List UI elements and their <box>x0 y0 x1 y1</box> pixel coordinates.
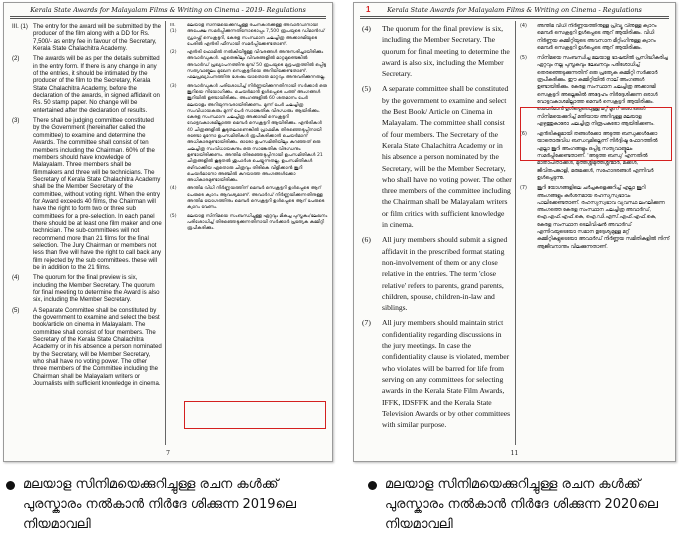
column-divider <box>165 21 166 445</box>
clause-number: (2) <box>170 50 177 56</box>
clause-number: III. (1) <box>12 23 28 30</box>
clause <box>12 307 162 388</box>
clause-text: The entry for the award will be submitted by the producer of the film along with a DD for Rs. 7,500/- as entry fee in favour of the Secretary, Kerala State Chalachitra Academy. <box>33 23 162 53</box>
clause-text: മലയാള സിനിമയെക്കുറിച്ചുള്ള രചനകൾക്കുള്ള അവാർഡിനായി അപേക്ഷ സമർപ്പിക്കുന്നതിനോടൊപ്പം 7,500 രൂപയുടെ ഡിമാൻഡ് ഡ്രാഫ്റ്റ് സെക്രട്ടറി, കേരള സംസ്ഥാന ചലച്ചിത്ര അക്കാദമിയുടെ പേരിൽ എൻട്രി ഫീസായി സമർപ്പിക്കേണ്ടതാണ്. <box>187 23 325 47</box>
clause <box>362 234 512 313</box>
caption-text: മലയാള സിനിമയെക്കുറിച്ചുള്ള രചന കൾക്ക് പുരസ്കാരം നൽകാൻ നിർദേ ശിക്കുന്ന 2019ലെ നിയമാവലി <box>23 477 296 532</box>
clause <box>170 214 328 233</box>
clause-number: III. (1) <box>170 23 177 35</box>
clause-number: (5) <box>362 84 371 94</box>
clause-number: (7) <box>520 185 527 192</box>
clause-number: (4) <box>362 24 371 33</box>
malayalam-column <box>170 23 328 445</box>
clause <box>12 55 162 114</box>
clause-number: (3) <box>170 83 177 89</box>
clause-number: (4) <box>520 23 527 29</box>
clause <box>520 23 670 52</box>
clause-number: (6) <box>520 131 527 138</box>
english-column <box>12 23 162 445</box>
clause <box>362 83 512 230</box>
page-number: 7 <box>166 450 170 457</box>
clause-text: A Separate Committee shall be constituted by the government to examine and select the best book/article on cinema in Malayalam. The committee shall consist of four members. The Secretary of the Kerala State Chalachitra Academy or in his absence a person nominated by the Secretary, will be Member Secretary, who shall have no voting power. The other three members of the Committee including the Chairman shall be Malayalam writers or Journalists with sufficient knowledge in cinema. <box>33 306 162 388</box>
clause-number: (4) <box>12 274 20 282</box>
header-rule <box>10 18 326 19</box>
bullet-icon <box>368 481 377 490</box>
clause <box>362 23 512 79</box>
clause <box>170 84 328 185</box>
malayalam-column <box>520 23 670 445</box>
clause-text: All jury members should maintain strict confidentiality regarding discussions in the jury meetings. In case the confidentiality clause is violated, member who violates will be barred for life from serving on any committees for selecting awards in the Kerala State Film Awards, IFFK, IDSFFK and the Kerala State Television Awards or by other committees with similar purpose. <box>382 318 511 430</box>
clause-text: അന്തിമ വിധി നിർണ്ണയത്തിനുള്ള പ്രിവ്യൂ വിനുള്ള ക്വാറം മെമ്പർ സെക്രട്ടറി ഉൾപ്പെടെ ആറ് ആയിരിക്കും. വിധി നിർണ്ണയ കമ്മിറ്റിയുടെ അവസാന മീറ്റിംഗിനുള്ള ക്വാറം മെമ്പർ സെക്രട്ടറി ഉൾപ്പെടെ ആറ് ആയിരിക്കും. <box>537 23 657 51</box>
clause <box>170 186 328 211</box>
clause <box>12 117 162 271</box>
clause-text: The awards will be as per the details submitted in the entry form. If there is any change in any of the entries, it should be intimated by the producer of the film to the Secretary, Kerala State Chalachitra Academy, before the declaration of the awards, in signed affidavit on Rs. 50 stamp paper. No change will be entertained after the declaration of results. <box>33 55 160 114</box>
clause <box>170 23 328 48</box>
regulations-page-2020 <box>353 2 676 462</box>
clause <box>520 185 670 251</box>
page-header: Kerala State Awards for Malayalam Films & Writing on Cinema - 2019- Regulations <box>10 6 326 17</box>
clause-number: (6) <box>362 235 371 245</box>
clause <box>12 23 162 52</box>
clause-text: The quorum for the final preview is six, including the Member Secretary. The quorum for final meeting to determine the Award is also six, including the Member Secretary. <box>33 274 160 304</box>
clause-text: അന്തിമ വിധി നിർണ്ണയത്തിന് മെമ്പർ സെക്രട്ടറി ഉൾപ്പെടെ ആറ് പേരുടെ ക്വാറം ആവശ്യമാണ്. അവാർഡ് നിർണ്ണയിക്കുന്നതിനുള്ള അന്തിമ യോഗത്തിനും മെമ്പർ സെക്രട്ടറി ഉൾപ്പെടെ ആറ് പേരുടെ ക്വാറം വേണം. <box>187 186 325 211</box>
clause-text: All jury members should submit a signed affidavit in the prescribed format stating non-involvement of them or any close relative in the entries. The term 'close relative' refers to parents, grand parents, children, spouse, children-in-law and siblings. <box>382 235 508 313</box>
clause-number: (5) <box>12 306 20 314</box>
clause-text: സിനിമയെ സംബന്ധിച്ച മലയാള ഭാഷയിൽ പ്രസിദ്ധീകരിച്ച ഏറ്റവും നല്ല പുസ്തകവും ലേഖനവും പരിശോധിച്ച് തെരഞ്ഞെടുക്കുന്നതിന് ഒരു പ്രത്യേക കമ്മിറ്റി സർക്കാർ രൂപീകരിക്കും. ഈ കമ്മിറ്റിയിൽ നാല് അംഗങ്ങൾ ഉണ്ടായിരിക്കും. കേരള സംസ്ഥാന ചലച്ചിത്ര അക്കാദമി സെക്രട്ടറി അല്ലെങ്കിൽ അദ്ദേഹം നിർദ്ദേശിക്കുന്ന ഒരാൾ വോട്ടവകാശമില്ലാത്ത മെമ്പർ സെക്രട്ടറി ആയിരിക്കും. ചെയർമാൻ ഉൾപ്പെടെയുള്ള മറ്റ് മൂന്ന് അംഗങ്ങൾ സിനിമയെക്കുറിച്ച് മതിയായ അറിവുള്ള മലയാള എഴുത്തുകാരോ ചലച്ചിത്ര നിരൂപകരോ ആയിരിക്കണം. <box>537 55 668 127</box>
clause-text: മലയാള സിനിമയെ സംബന്ധിച്ചുള്ള ഏറ്റവും മികച്ച പുസ്തകം/ലേഖനം പരിശോധിച്ച് തിരഞ്ഞെടുക്കുന്നതിനായി സർക്കാർ പ്രത്യേക കമ്മിറ്റി രൂപീകരിക്കും. <box>187 213 328 232</box>
page-number: 11 <box>510 450 519 457</box>
clause-number: (2) <box>12 55 20 63</box>
clause-text: The quorum for the final preview is six, including the Member Secretary. The quorum for final meeting to determine the award is also six, including the Member Secretary. <box>382 24 510 79</box>
caption-2019 <box>6 475 336 535</box>
clause-text: എൻട്രി ഫോമിൽ നൽകിയിട്ടുള്ള വിവരങ്ങൾ അനുസരിച്ചായിരിക്കും അവാർഡുകൾ. ഏതെങ്കിലും വിവരങ്ങളിൽ മാറ്റമുണ്ടെങ്കിൽ അവാർഡ് പ്രഖ്യാപനത്തിനു മുമ്പ് 50 രൂപയുടെ മുദ്രപത്രത്തിൽ ഒപ്പിട്ട സത്യവാങ്മൂലം മുഖേന സെക്രട്ടറിയെ അറിയിക്കേണ്ടതാണ്. ഫലപ്രഖ്യാപനത്തിനു ശേഷം യാതൊരു മാറ്റവും അനുവദിക്കുന്നതല്ല. <box>187 50 327 81</box>
clause-text: ജൂറി യോഗങ്ങളിലെ ചർച്ചകളെക്കുറിച്ച് എല്ലാ ജൂറി അംഗങ്ങളും കർശനമായ രഹസ്യസ്വഭാവം പാലിക്കേണ്ടതാണ്. രഹസ്യസ്വഭാവ വ്യവസ്ഥ ലംഘിക്കുന്ന അംഗത്തെ കേരള സംസ്ഥാന ചലച്ചിത്ര അവാർഡ്, ഐ.എഫ്.എഫ്.കെ, ഐ.ഡി.എസ്.എഫ്.എഫ്.കെ, കേരള സംസ്ഥാന ടെലിവിഷൻ അവാർഡ് എന്നിവയുടെയോ സമാന ഉദ്ദേശ്യമുള്ള മറ്റ് കമ്മിറ്റികളുടെയോ അവാർഡ് നിർണ്ണയ സമിതികളിൽ നിന്ന് ആജീവനാന്തം വിലക്കുന്നതാണ്. <box>537 185 670 250</box>
clause-number: (5) <box>170 213 177 219</box>
clause-number: (3) <box>12 117 20 125</box>
bullet-icon <box>6 481 15 490</box>
clause <box>520 131 670 182</box>
clause <box>170 50 328 81</box>
caption-2020 <box>368 475 676 535</box>
clause <box>12 274 162 303</box>
header-rule <box>360 18 669 19</box>
clause-text: A separate committee shall be constituted by the government to examine and select the Best Book/ Article on Cinema in Malayalam. The committee shall consist of four members. The Secretary of the Kerala State Chalachitra Academy or in his absence a person nominated by the Secretary, will be the Member Secretary, who shall have no voting power. The other three members of the committee including the Chairman shall be Malayalam writers or film critics with sufficient knowledge in cinema. <box>382 84 512 230</box>
clause <box>362 317 512 430</box>
clause-text: എൻട്രികളുമായി തങ്ങൾക്കോ അടുത്ത ബന്ധുക്കൾക്കോ യാതൊരുവിധ ബന്ധവുമില്ലെന്ന് നിർദ്ദിഷ്ട ഫോറത്തിൽ എല്ലാ ജൂറി അംഗങ്ങളും ഒപ്പിട്ട സത്യവാങ്മൂലം സമർപ്പിക്കേണ്ടതാണ്. 'അടുത്ത ബന്ധു' എന്നതിൽ മാതാപിതാക്കൾ, മുത്തശ്ശീമുത്തശ്ശന്മാർ, മക്കൾ, ജീവിതപങ്കാളി, മരുമക്കൾ, സഹോദരങ്ങൾ എന്നിവർ ഉൾപ്പെടുന്നു. <box>537 131 658 181</box>
page-header: Kerala State Awards for Malayalam Films & Writing on Cinema - Regulations <box>360 6 669 17</box>
column-divider <box>515 21 516 445</box>
regulations-page-2019 <box>3 2 333 462</box>
english-column <box>362 23 512 445</box>
clause-number: (5) <box>520 55 527 62</box>
red-marker: 1 <box>366 5 371 14</box>
caption-text: മലയാള സിനിമയെക്കുറിച്ചുള്ള രചന കൾക്ക് പുരസ്കാരം നൽകാൻ നിർദേ ശിക്കുന്ന 2020ലെ നിയമാവലി <box>385 477 658 532</box>
clause <box>520 55 670 128</box>
clause-text: There shall be judging committee constituted by the Government (hereinafter called the committee) to examine and determine the Awards. The committee shall consist of ten members including the Chairman. 60% of the members should have knowledge of Malayalam. Three members shall be filmmakers and three will be technicians. The Secretary of Kerala State Chalachitra Academy shall be the Member Secretary of the committee, without voting right. When the entry for Award exceeds 40 films, the Chairman will have the right to form two or three sub committees for a pre-selection. In each panel there should be at least one film maker and one technician. The sub-committees will not recommend more than 21 films for the final selection. The Jury Chairman or members not less than five will have the right to call back any film rejected by the sub committees. these will be in addition to the 21 films. <box>33 117 162 271</box>
clause-number: (7) <box>362 318 371 328</box>
clause-text: അവാർഡുകൾ പരിശോധിച്ച് നിർണ്ണയിക്കുന്നതിനായി സർക്കാർ ഒരു ജൂറിയെ നിയോഗിക്കും. ചെയർമാൻ ഉൾപ്പെടെ പത്ത് അംഗങ്ങൾ ജൂറിയിൽ ഉണ്ടായിരിക്കും. അംഗങ്ങളിൽ 60 ശതമാനം പേർ മലയാളം അറിയുന്നവരായിരിക്കണം. മൂന്ന് പേർ ചലച്ചിത്ര സംവിധായകരും മൂന്ന് പേർ സാങ്കേതിക വിദഗ്ധരും ആയിരിക്കും. കേരള സംസ്ഥാന ചലച്ചിത്ര അക്കാദമി സെക്രട്ടറി വോട്ടവകാശമില്ലാത്ത മെമ്പർ സെക്രട്ടറി ആയിരിക്കും. എൻട്രികൾ 40 ചിത്രങ്ങളിൽ കൂടുതലാണെങ്കിൽ പ്രാഥമിക തിരഞ്ഞെടുപ്പിനായി രണ്ടോ മൂന്നോ ഉപസമിതികൾ രൂപീകരിക്കാൻ ചെയർമാന് അധികാരമുണ്ടായിരിക്കും. ഓരോ ഉപസമിതിയിലും കുറഞ്ഞത് ഒരു ചലച്ചിത്ര സംവിധായകനും ഒരു സാങ്കേതിക വിദഗ്ധനും ഉണ്ടായിരിക്കണം. അന്തിമ തിരഞ്ഞെടുപ്പിനായി ഉപസമിതികൾ 21 ചിത്രങ്ങളിൽ കൂടുതൽ ശുപാർശ ചെയ്യുന്നതല്ല. ഉപസമിതികൾ ഒഴിവാക്കിയ ഏതൊരു ചിത്രവും തിരികെ വിളിക്കാൻ ജൂറി ചെയർമാനോ അഞ്ചിൽ കുറയാത്ത അംഗങ്ങൾക്കോ അധികാരമുണ്ടായിരിക്കും. <box>187 83 327 184</box>
clause-number: (4) <box>170 186 177 192</box>
